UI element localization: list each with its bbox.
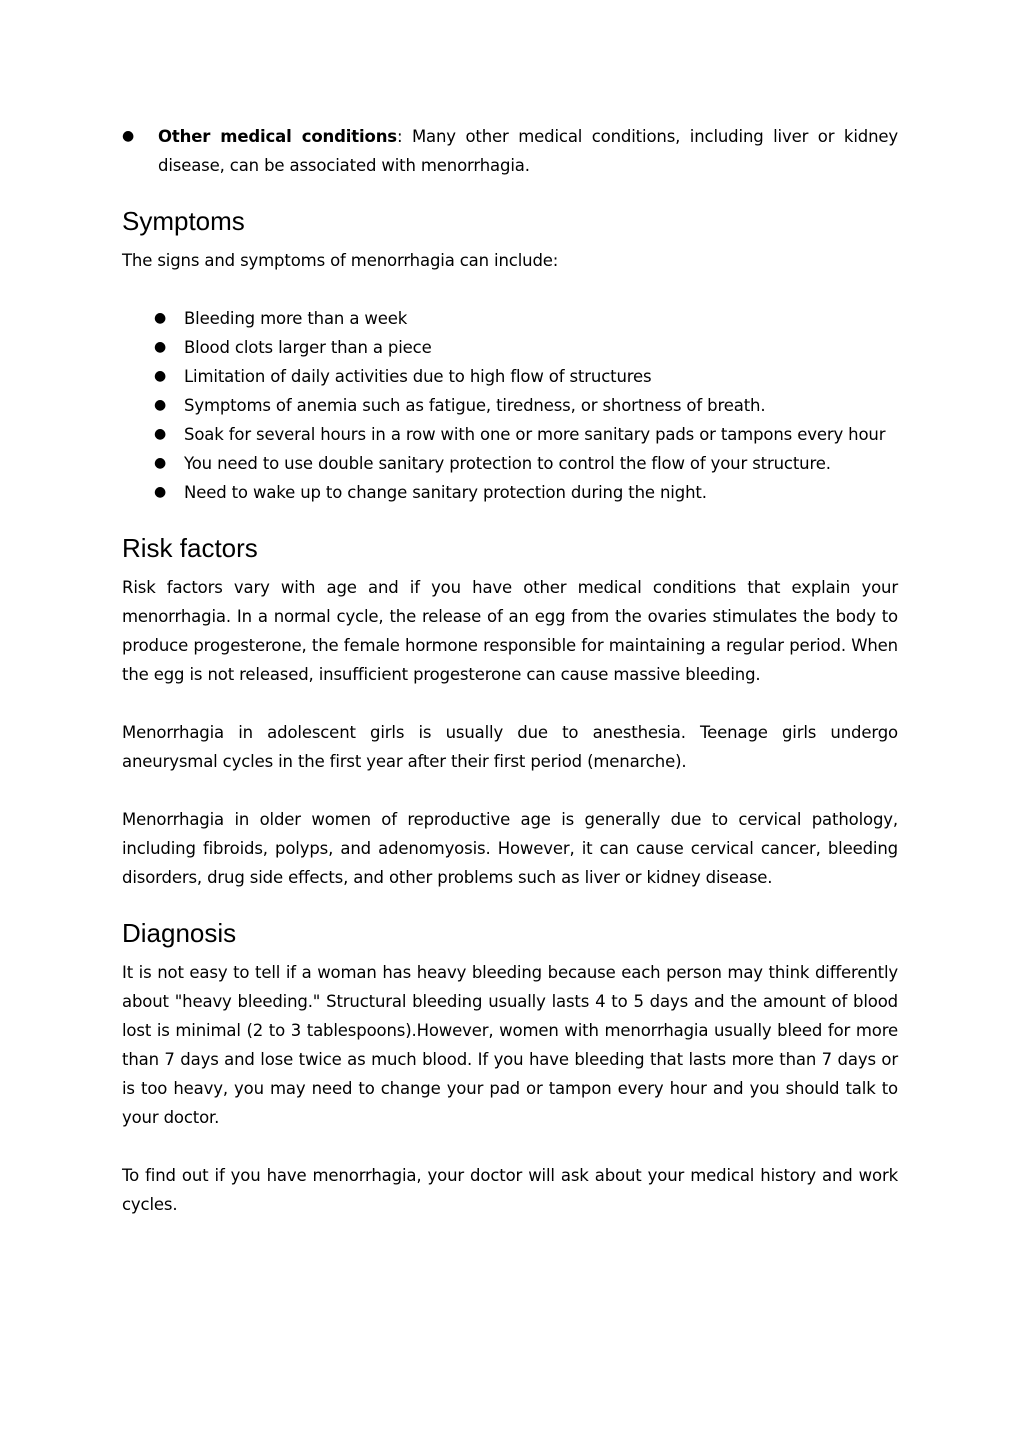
bullet-icon: ● bbox=[154, 397, 167, 413]
symptoms-heading: Symptoms bbox=[122, 206, 245, 236]
list-item: ● Blood clots larger than a piece bbox=[184, 333, 898, 362]
bullet-icon: ● bbox=[154, 455, 167, 471]
list-item: ● Bleeding more than a week bbox=[184, 304, 898, 333]
list-item: ● Symptoms of anemia such as fatigue, tiredness, or shortness of breath. bbox=[184, 391, 898, 420]
symptoms-list bbox=[122, 304, 898, 507]
risk-factors-heading: Risk factors bbox=[122, 533, 258, 563]
bullet-icon: ● bbox=[154, 426, 167, 442]
bullet-icon: ● bbox=[122, 128, 135, 144]
diagnosis-heading: Diagnosis bbox=[122, 918, 237, 948]
risk-factors-paragraph: Risk factors vary with age and if you have other medical conditions that explain your menorrhagia. In a normal cycle, the release of an egg from the ovaries stimulates the body to produce progesterone, the female hormone responsible for maintaining a regular period. When the egg is not released, insufficient progesterone can cause massive bleeding. bbox=[122, 578, 898, 684]
list-item-term: Other medical conditions bbox=[158, 127, 397, 146]
list-item: ● Need to wake up to change sanitary protection during the night. bbox=[184, 478, 898, 507]
bullet-icon: ● bbox=[154, 484, 167, 500]
risk-factors-paragraph: Menorrhagia in adolescent girls is usually due to anesthesia. Teenage girls undergo aneurysmal cycles in the first year after their first period (menarche). bbox=[122, 723, 898, 771]
list-item: ● Limitation of daily activities due to high flow of structures bbox=[184, 362, 898, 391]
diagnosis-paragraph: It is not easy to tell if a woman has heavy bleeding because each person may think differently about "heavy bleeding." Structural bleeding usually lasts 4 to 5 days and the amount of blood lost is minimal (2 to 3 tablespoons).However, women with menorrhagia usually bleed for more than 7 days and lose twice as much blood. If you have bleeding that lasts more than 7 days or is too heavy, you may need to change your pad or tampon every hour and you should talk to your doctor. bbox=[122, 963, 898, 1127]
document-page bbox=[122, 122, 898, 1219]
risk-factors-paragraph: Menorrhagia in older women of reproductive age is generally due to cervical pathology, including fibroids, polyps, and adenomyosis. However, it can cause cervical cancer, bleeding disorders, drug side effects, and other problems such as liver or kidney disease. bbox=[122, 810, 898, 887]
symptoms-intro: The signs and symptoms of menorrhagia can include: bbox=[122, 251, 559, 270]
list-item bbox=[122, 122, 898, 180]
intro-bullet-list bbox=[122, 122, 898, 180]
list-item: ● You need to use double sanitary protection to control the flow of your structure. bbox=[184, 449, 898, 478]
list-item: ● Soak for several hours in a row with one or more sanitary pads or tampons every hour bbox=[184, 420, 898, 449]
diagnosis-paragraph: To find out if you have menorrhagia, your doctor will ask about your medical history and work cycles. bbox=[122, 1166, 898, 1214]
bullet-icon: ● bbox=[154, 339, 167, 355]
list-item-text: : Many other medical conditions, including liver or kidney disease, can be associated with menorrhagia. bbox=[158, 127, 898, 175]
bullet-icon: ● bbox=[154, 310, 167, 326]
bullet-icon: ● bbox=[154, 368, 167, 384]
